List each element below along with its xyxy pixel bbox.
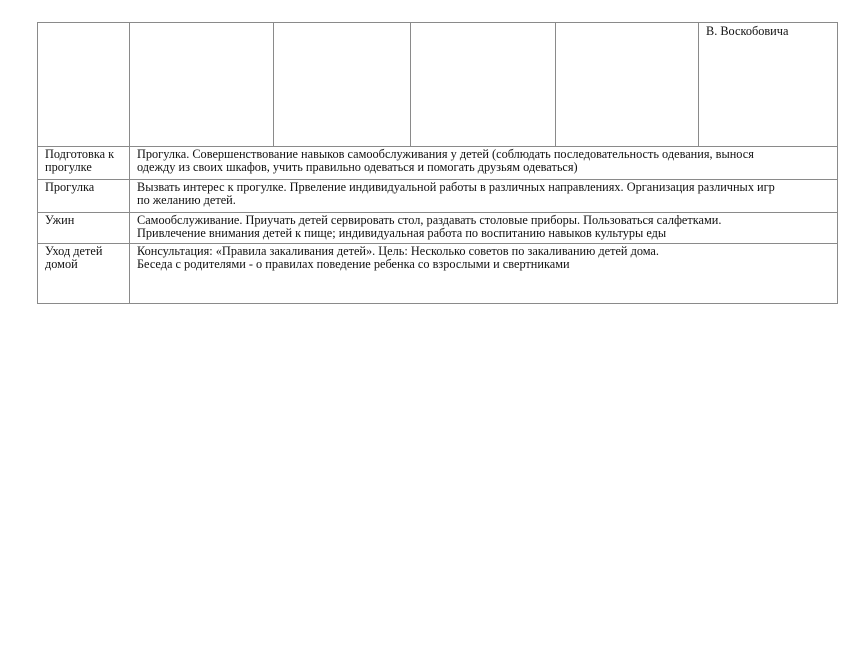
row-content-line: по желанию детей.	[137, 193, 236, 207]
table-cell	[274, 23, 411, 147]
cell-text: В. Воскобовича	[706, 24, 789, 38]
schedule-table	[37, 22, 838, 304]
table-cell	[38, 23, 130, 147]
row-content-line: Консультация: «Правила закаливания детей». Цель: Несколько советов по закаливанию детей дома.	[137, 244, 659, 258]
row-content-line: Самообслуживание. Приучать детей сервировать стол, раздавать столовые приборы. Пользоваться салфетками.	[137, 213, 722, 227]
row-label	[38, 180, 130, 213]
row-content	[130, 244, 838, 304]
table-cell	[556, 23, 699, 147]
row-content-line: Привлечение внимания детей к пище; индивидуальная работа по воспитанию навыков культуры еды	[137, 226, 667, 240]
row-label-line: прогулке	[45, 160, 92, 174]
row-label-line: домой	[45, 257, 78, 271]
table-row	[38, 180, 838, 213]
row-content-line: Вызвать интерес к прогулке. Првеление индивидуальной работы в различных направлениях. Организация различных игр	[137, 180, 775, 194]
row-content	[130, 180, 838, 213]
table-cell	[699, 23, 838, 147]
row-content-line: Прогулка. Совершенствование навыков самообслуживания у детей (соблюдать последовательность одевания, вынося	[137, 147, 754, 161]
row-content-line: одежду из своих шкафов, учить правильно одеваться и помогать друзьям одеваться)	[137, 160, 578, 174]
row-label-line: Прогулка	[45, 180, 95, 194]
row-content	[130, 213, 838, 244]
table-row	[38, 244, 838, 304]
table-cell	[130, 23, 274, 147]
table-row	[38, 23, 838, 147]
row-label-line: Подготовка к	[45, 147, 115, 161]
row-label	[38, 147, 130, 180]
row-label-line: Уход детей	[45, 244, 103, 258]
row-content-line: Беседа с родителями - о правилах поведение ребенка со взрослыми и свертниками	[137, 257, 570, 271]
row-label	[38, 213, 130, 244]
table-cell	[411, 23, 556, 147]
row-label-line: Ужин	[45, 213, 75, 227]
table-row	[38, 213, 838, 244]
row-label	[38, 244, 130, 304]
table-row	[38, 147, 838, 180]
row-content	[130, 147, 838, 180]
